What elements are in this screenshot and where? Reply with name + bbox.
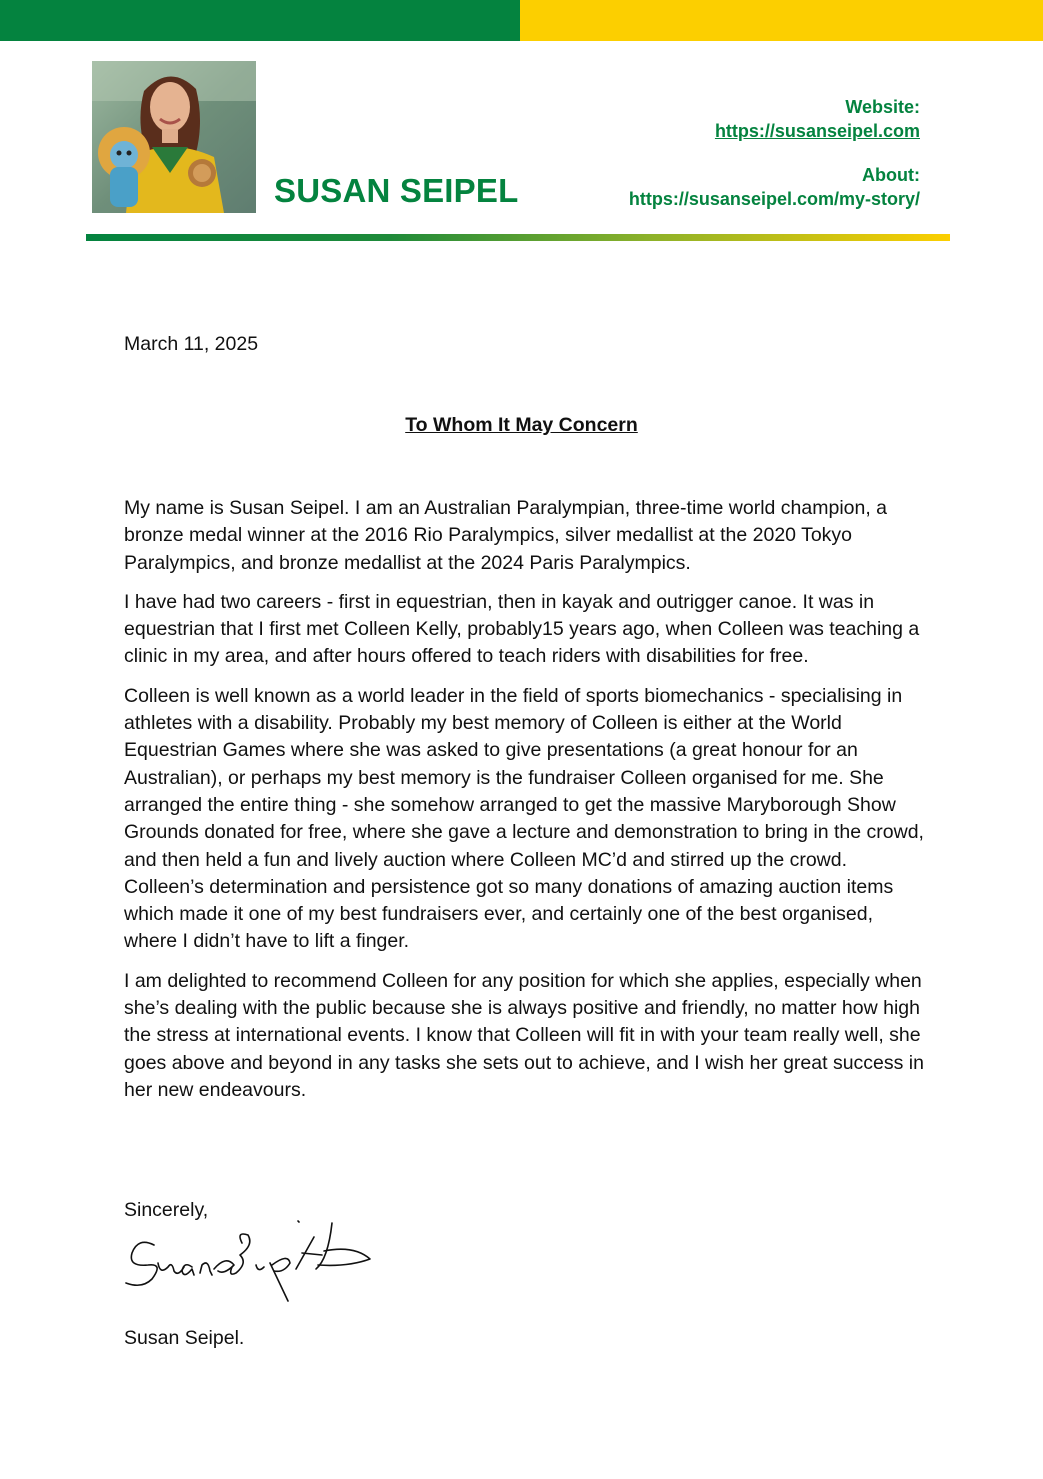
signed-name: Susan Seipel. — [124, 1327, 245, 1349]
letter-body — [124, 495, 924, 1116]
top-bar-green — [0, 0, 520, 41]
letter-closing: Sincerely, — [124, 1199, 209, 1221]
body-paragraph: I have had two careers - first in equestrian, then in kayak and outrigger canoe. It was in equestrian that I first met Colleen Kelly, probably15 years ago, when Colleen was teaching a clinic in my area, and after hours offered to teach riders with disabilities for free. — [124, 590, 920, 668]
letter-date: March 11, 2025 — [124, 333, 259, 355]
contact-spacer — [629, 143, 920, 163]
about-link[interactable]: https://susanseipel.com/my-story/ — [628, 189, 920, 209]
body-paragraph: I am delighted to recommend Colleen for any position for which she applies, especially when she’s dealing with the public because she is always positive and friendly, no matter how high the stress at international events. I know that Colleen will fit in with your team really well, she goes above and beyond in any tasks she sets out to achieve, and I wish her great success in her new endeavours. — [124, 969, 924, 1101]
portrait-photo-icon — [92, 61, 256, 213]
about-label: About: — [862, 165, 920, 185]
header-name: SUSAN SEIPEL — [274, 172, 519, 209]
website-link[interactable]: https://susanseipel.com — [714, 121, 920, 141]
body-paragraph: My name is Susan Seipel. I am an Australian Paralympian, three-time world champion, a bronze medal winner at the 2016 Rio Paralympics, silver medallist at the 2020 Tokyo Paralympics, and bronze medallist at the 2024 Paris Paralympics. — [124, 497, 888, 574]
letter-salutation: To Whom It May Concern — [405, 414, 638, 436]
website-label: Website: — [845, 97, 920, 117]
top-color-bar — [0, 0, 1043, 41]
top-bar-yellow — [520, 0, 1043, 41]
contact-block — [629, 95, 920, 211]
body-paragraph: Colleen is well known as a world leader in the field of sports biomechanics - specialising in athletes with a disability. Probably my best memory of Colleen is either at the World Equestrian Games where she was asked to give presentations (a great honour for an Australian), or perhaps my best memory is the fundraiser Colleen organised for me. She arranged the entire thing - she somehow arranged to get the massive Maryborough Show Grounds donated for free, where she gave a lecture and demonstration to bring in the crowd, and then held a fun and lively auction where Colleen MC’d and stirred up the crowd. Colleen’s determination and persistence got so many donations of amazing auction items which made it one of my best fundraisers ever, and certainly one of the best organised, where I didn’t have to lift a finger. — [124, 684, 924, 953]
header-gradient-rule — [86, 234, 950, 241]
handwritten-signature-icon — [118, 1215, 380, 1307]
